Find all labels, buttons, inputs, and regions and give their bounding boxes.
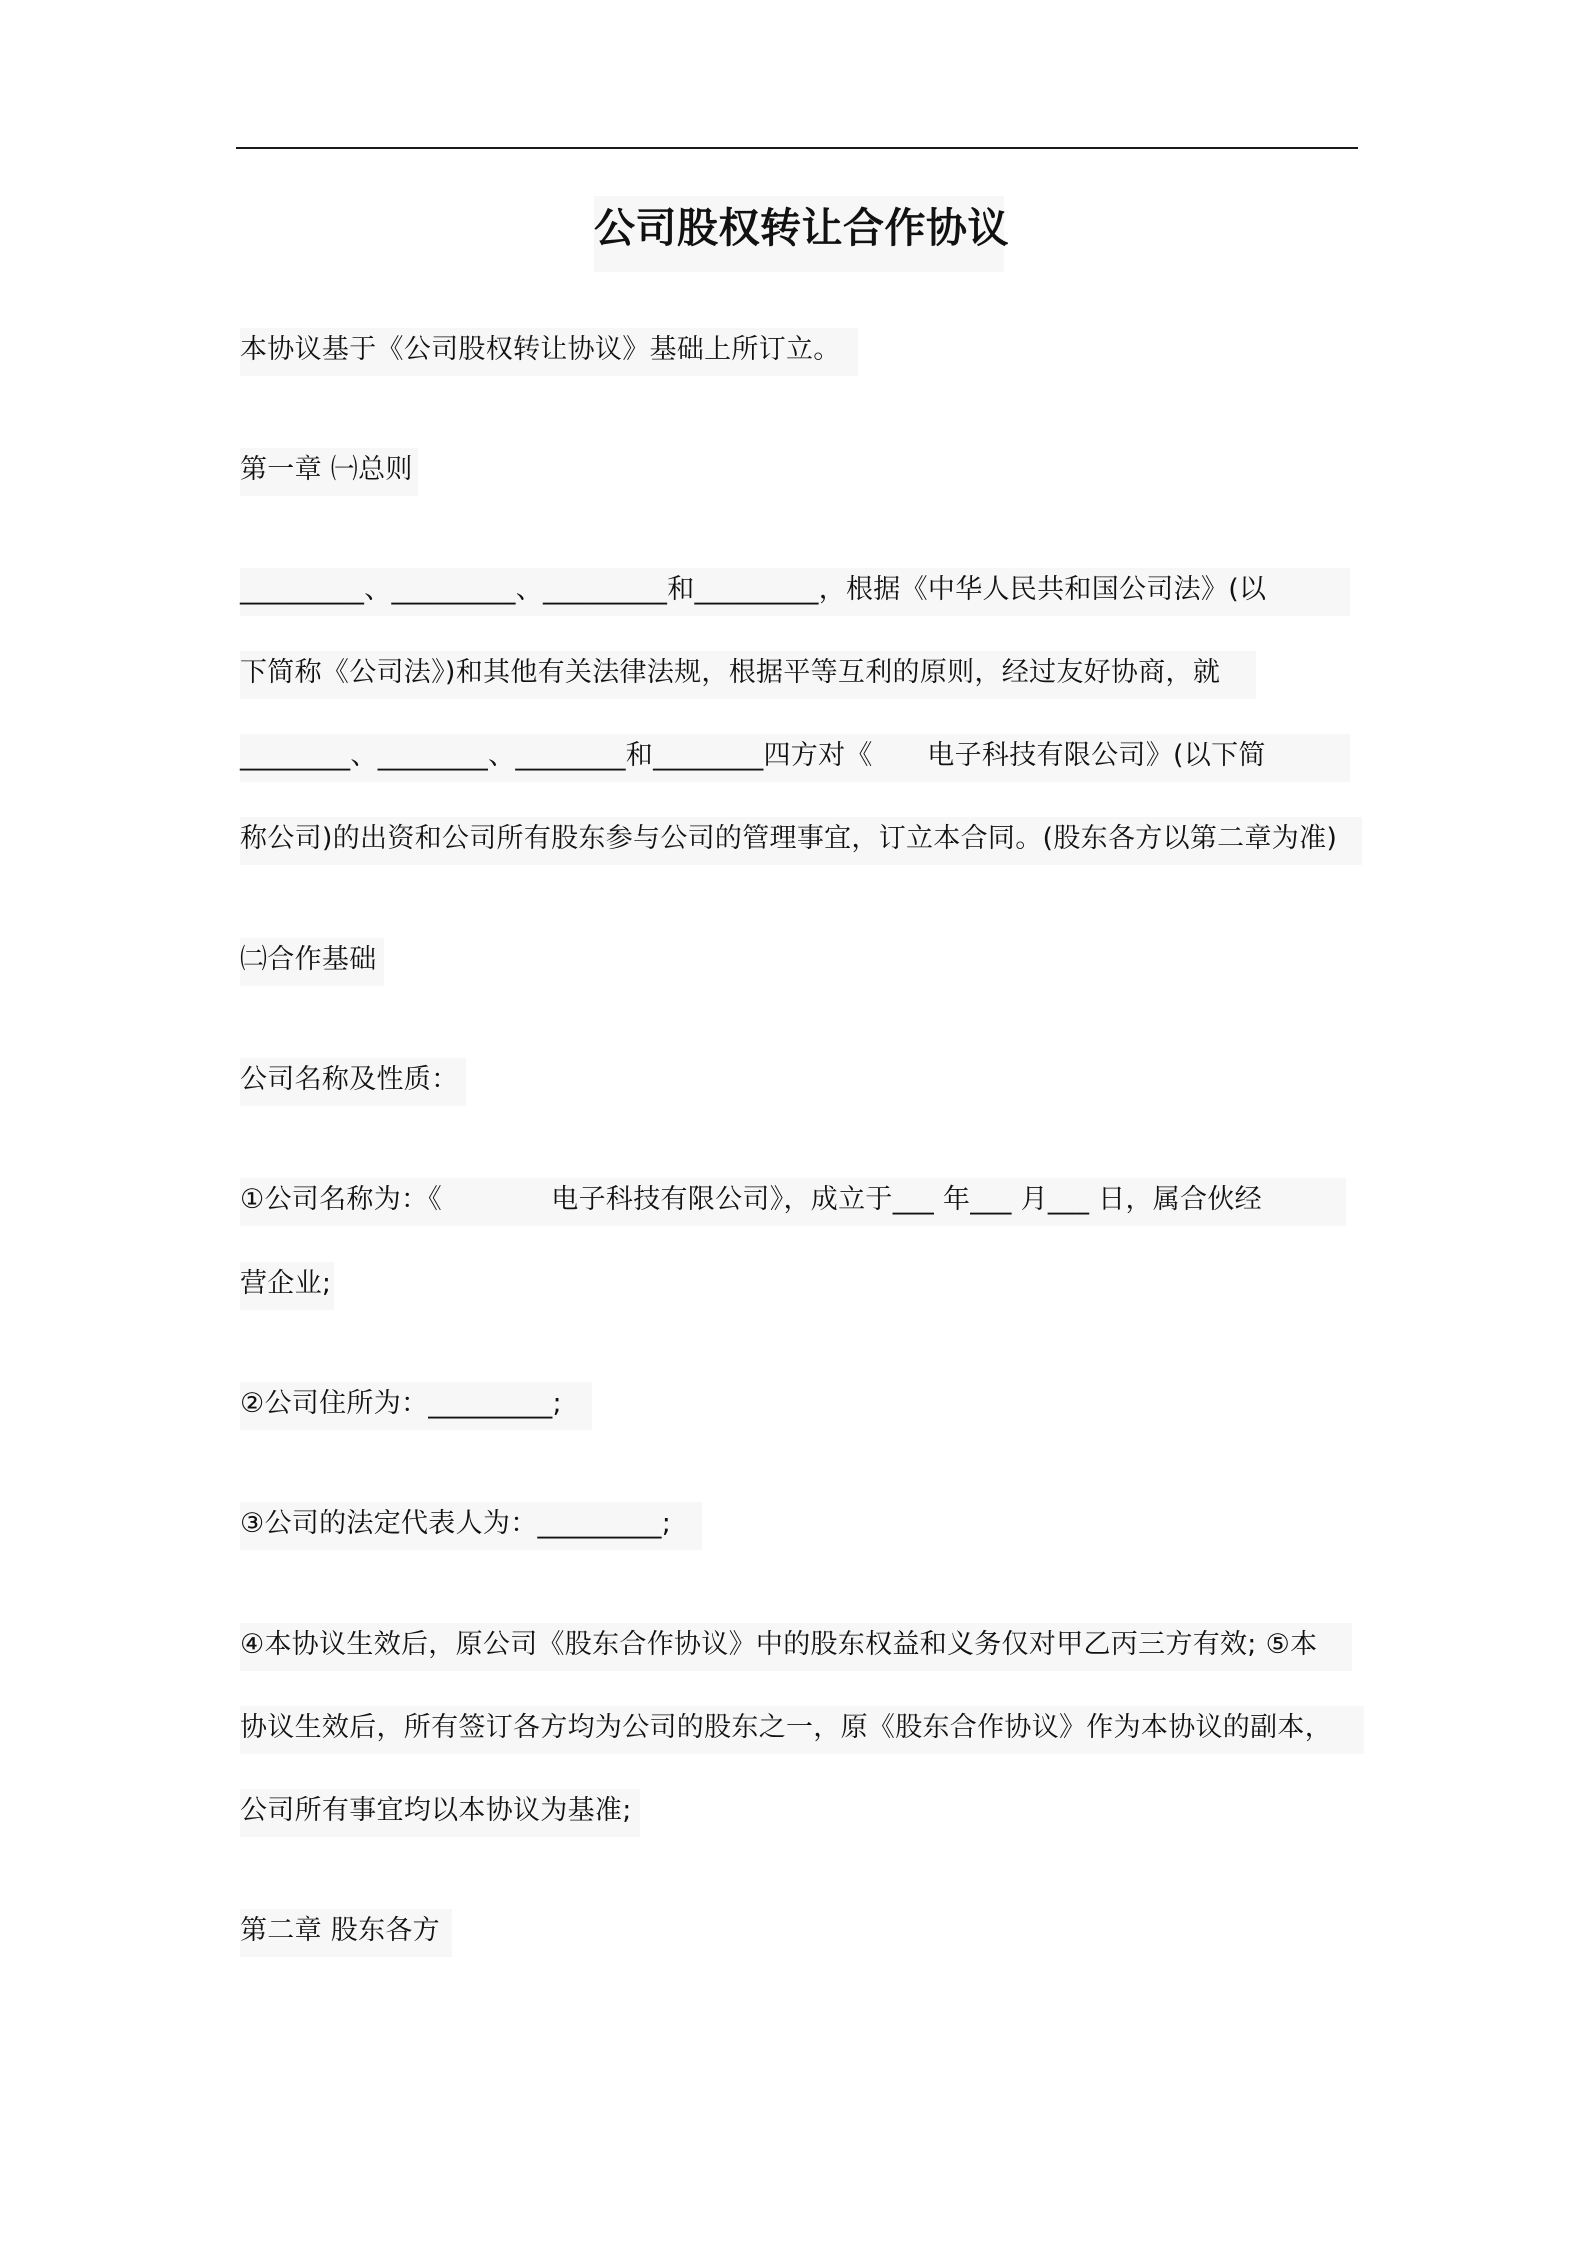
item-1-line-2: 营企业; [240,1262,334,1310]
paragraph-parties-line-2: 下简称《公司法》)和其他有关法律法规，根据平等互利的原则，经过友好协商，就 [240,651,1256,699]
paragraph-parties-line-1: _________、_________、_________和_________，根据《中华人民共和国公司法》(以 [240,568,1350,616]
paragraph-parties-line-4: 称公司)的出资和公司所有股东参与公司的管理事宜，订立本合同。(股东各方以第二章为准) [240,817,1362,865]
company-name-nature-heading: 公司名称及性质： [240,1058,466,1106]
paragraph-parties-line-3: ________、________、________和________四方对《 电子科技有限公司》(以下简 [240,734,1350,782]
item-1-line-1: ①公司名称为：《 电子科技有限公司》，成立于___ 年___ 月___ 日，属合伙经 [240,1178,1346,1226]
header-rule [236,147,1358,149]
document-title: 公司股权转让合作协议 [594,196,1004,272]
section-cooperation-basis-heading: ㈡合作基础 [240,938,384,986]
item-4-5-line-2: 协议生效后，所有签订各方均为公司的股东之一，原《股东合作协议》作为本协议的副本， [240,1706,1364,1754]
chapter-1-heading: 第一章 ㈠总则 [240,448,418,496]
item-4-5-line-3: 公司所有事宜均以本协议为基准; [240,1789,640,1837]
item-2-address: ②公司住所为：_________; [240,1382,592,1430]
chapter-2-heading: 第二章 股东各方 [240,1909,452,1957]
item-3-legal-representative: ③公司的法定代表人为：_________; [240,1502,702,1550]
item-4-5-line-1: ④本协议生效后，原公司《股东合作协议》中的股东权益和义务仅对甲乙丙三方有效; ⑤本 [240,1623,1352,1671]
paragraph-intro: 本协议基于《公司股权转让协议》基础上所订立。 [240,328,858,376]
